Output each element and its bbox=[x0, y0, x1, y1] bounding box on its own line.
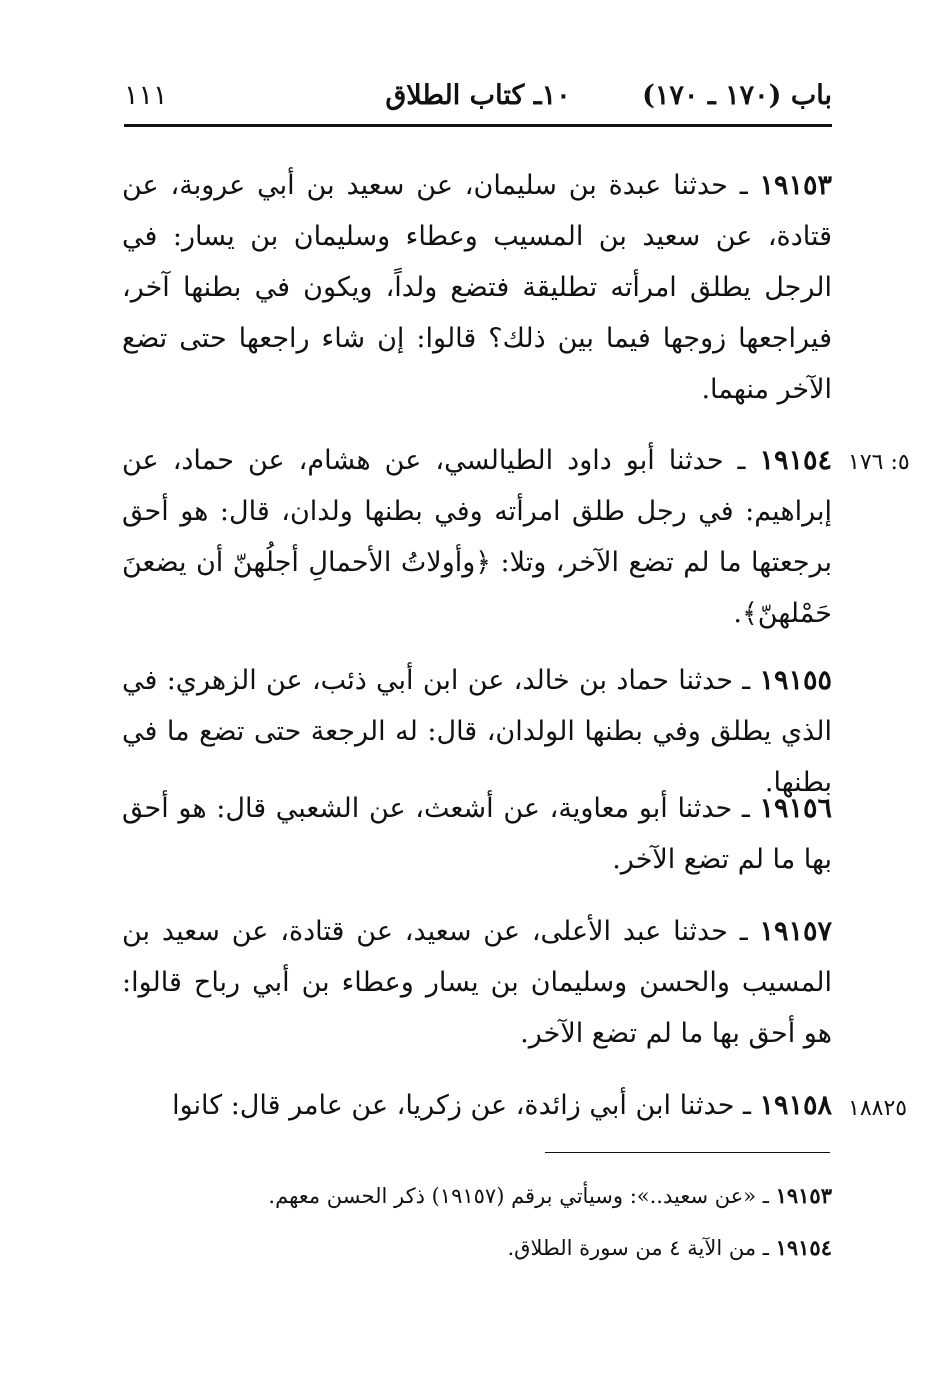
hadith-text: ـ حدثنا ابن أبي زائدة، عن زكريا، عن عامر قال: كانوا bbox=[172, 1090, 760, 1121]
hadith-text: ـ حدثنا حماد بن خالد، عن ابن أبي ذئب، عن الزهري: في الذي يطلق وفي بطنها الولدان، قال: له الرجعة حتى تضع ما في بطنها. bbox=[122, 665, 832, 798]
hadith-19156 bbox=[122, 783, 832, 885]
hadith-number: ١٩١٥٤ bbox=[759, 445, 832, 476]
hadith-19157 bbox=[122, 906, 832, 1059]
hadith-text: ـ حدثنا أبو داود الطيالسي، عن هشام، عن حماد، عن إبراهيم: في رجل طلق امرأته وفي بطنها ولدان، قال: هو أحق برجعتها ما لم تضع الآخر، وتلا: ﴿وأولاتُ الأحمالِ أجلُهنّ أن يضعنَ حَمْلهنّ﴾. bbox=[122, 445, 832, 629]
footnote-19153 bbox=[150, 1181, 832, 1211]
hadith-number: ١٩١٥٦ bbox=[759, 793, 832, 824]
margin-reference: ١٨٨٢٥ bbox=[848, 1096, 908, 1121]
hadith-text: ـ حدثنا عبدة بن سليمان، عن سعيد بن أبي عروبة، عن قتادة، عن سعيد بن المسيب وعطاء وسليمان بن يسار: في الرجل يطلق امرأته تطليقة فتضع ولداً، ويكون في بطنها آخر، فيراجعها زوجها فيما بين ذلك؟ قالوا: إن شاء راجعها حتى تضع الآخر منهما. bbox=[122, 170, 832, 405]
hadith-19153 bbox=[122, 160, 832, 415]
hadith-text: ـ حدثنا عبد الأعلى، عن سعيد، عن قتادة، عن سعيد بن المسيب والحسن وسليمان بن يسار وعطاء بن أبي رباح قالوا: هو أحق بها ما لم تضع الآخر. bbox=[122, 916, 832, 1049]
footnote-19154 bbox=[150, 1233, 832, 1263]
hadith-number: ١٩١٥٥ bbox=[759, 665, 832, 696]
chapter-title: ١٠ـ كتاب الطلاق bbox=[385, 80, 571, 111]
hadith-19154 bbox=[122, 435, 832, 639]
hadith-text: ـ حدثنا أبو معاوية، عن أشعث، عن الشعبي قال: هو أحق بها ما لم تضع الآخر. bbox=[122, 793, 832, 875]
hadith-number: ١٩١٥٣ bbox=[759, 170, 832, 201]
footnote-text: ـ من الآية ٤ من سورة الطلاق. bbox=[507, 1236, 776, 1260]
hadith-19158 bbox=[122, 1080, 832, 1131]
section-title: باب (١٧٠ ـ ١٧٠) bbox=[642, 80, 832, 111]
footnote-number: ١٩١٥٤ bbox=[775, 1235, 832, 1260]
footnote-rule bbox=[545, 1152, 830, 1153]
page-number: ١١١ bbox=[124, 80, 168, 111]
footnote-text: ـ «عن سعيد..»: وسيأتي برقم (١٩١٥٧) ذكر الحسن معهم. bbox=[268, 1184, 776, 1208]
footnote-number: ١٩١٥٣ bbox=[775, 1183, 832, 1208]
page-header bbox=[124, 80, 832, 120]
margin-reference: ٥: ١٧٦ bbox=[848, 450, 910, 475]
hadith-number: ١٩١٥٧ bbox=[759, 916, 832, 947]
hadith-number: ١٩١٥٨ bbox=[759, 1090, 832, 1121]
header-rule bbox=[124, 124, 832, 127]
